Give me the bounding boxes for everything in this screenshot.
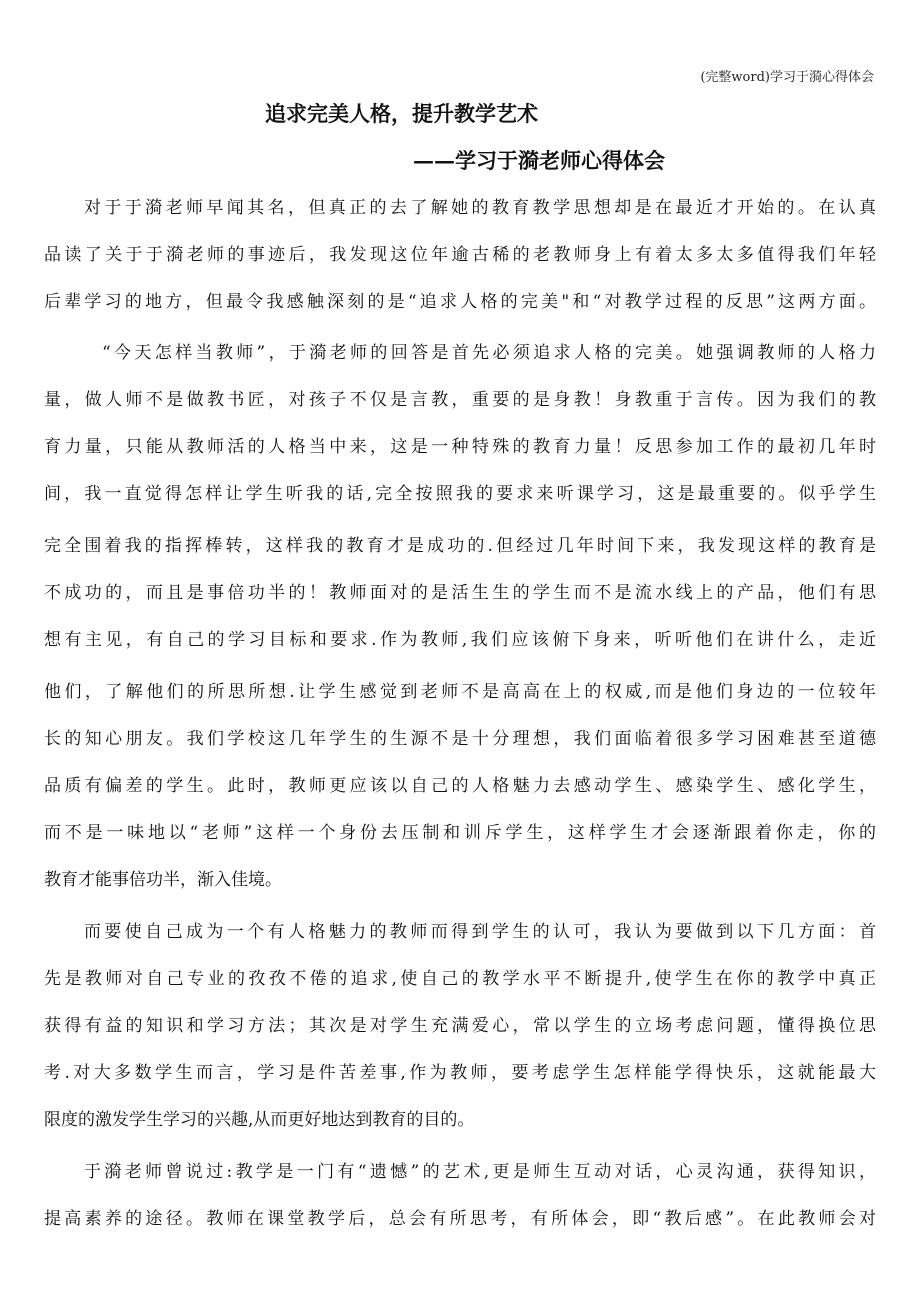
paragraph-line: 考.对大多数学生而言，学习是件苦差事,作为教师，要考虑学生怎样能学得快乐，这就能最大 [44,1063,876,1083]
article-title: 追求完美人格，提升教学艺术 [265,101,538,126]
paragraph-line: 他们，了解他们的所思所想.让学生感觉到老师不是高高在上的权威,而是他们身边的一位较年 [44,682,876,702]
paragraph-line: 品读了关于于漪老师的事迹后，我发现这位年逾古稀的老教师身上有着太多太多值得我们年轻 [44,245,876,265]
paragraph-line: 获得有益的知识和学习方法；其次是对学生充满爱心，常以学生的立场考虑问题，懂得换位思 [44,1016,876,1036]
paragraph-line: 品质有偏差的学生。此时，教师更应该以自己的人格魅力去感动学生、感染学生、感化学生， [44,776,876,796]
running-header: (完整word)学习于漪心得体会 [700,70,874,85]
paragraph-line: 而要使自己成为一个有人格魅力的教师而得到学生的认可，我认为要做到以下几方面：首 [84,922,876,942]
paragraph-line: 提高素养的途径。教师在课堂教学后，总会有所思考，有所体会，即“教后感”。在此教师会对 [44,1209,876,1229]
paragraph-line: 不成功的，而且是事倍功半的！教师面对的是活生生的学生而不是流水线上的产品，他们有思 [44,583,876,603]
paragraph-line: 对于于漪老师早闻其名，但真正的去了解她的教育教学思想却是在最近才开始的。在认真 [84,198,876,218]
paragraph-line: 而不是一味地以“老师”这样一个身份去压制和训斥学生，这样学生才会逐渐跟着你走，你的 [44,823,876,843]
paragraph-line: “今天怎样当教师”，于漪老师的回答是首先必须追求人格的完美。她强调教师的人格力 [102,343,876,363]
paragraph-line: 长的知心朋友。我们学校这几年学生的生源不是十分理想，我们面临着很多学习困难甚至道德 [44,729,876,749]
paragraph-line: 后辈学习的地方，但最令我感触深刻的是“追求人格的完美"和“对教学过程的反思”这两方面。 [44,292,876,312]
paragraph-line: 量，做人师不是做教书匠，对孩子不仅是言教，重要的是身教！身教重于言传。因为我们的教 [44,390,876,410]
paragraph-line: 完全围着我的指挥棒转，这样我的教育才是成功的.但经过几年时间下来，我发现这样的教育是 [44,536,876,556]
paragraph-line: 限度的激发学生学习的兴趣,从而更好地达到教育的目的。 [44,1110,475,1130]
paragraph-line: 先是教师对自己专业的孜孜不倦的追求,使自己的教学水平不断提升,使学生在你的教学中真正 [44,969,876,989]
paragraph-line: 于漪老师曾说过:教学是一门有“遗憾”的艺术,更是师生互动对话，心灵沟通，获得知识， [84,1162,876,1182]
paragraph-line: 教育才能事倍功半，渐入佳境。 [44,870,282,890]
paragraph-line: 间，我一直觉得怎样让学生听我的话,完全按照我的要求来听课学习，这是最重要的。似乎学生 [44,484,876,504]
paragraph-line: 育力量，只能从教师活的人格当中来，这是一种特殊的教育力量！反思参加工作的最初几年时 [44,437,876,457]
article-subtitle: ——学习于漪老师心得体会 [413,148,665,173]
paragraph-line: 想有主见，有自己的学习目标和要求.作为教师,我们应该俯下身来，听听他们在讲什么，走近 [44,630,876,650]
